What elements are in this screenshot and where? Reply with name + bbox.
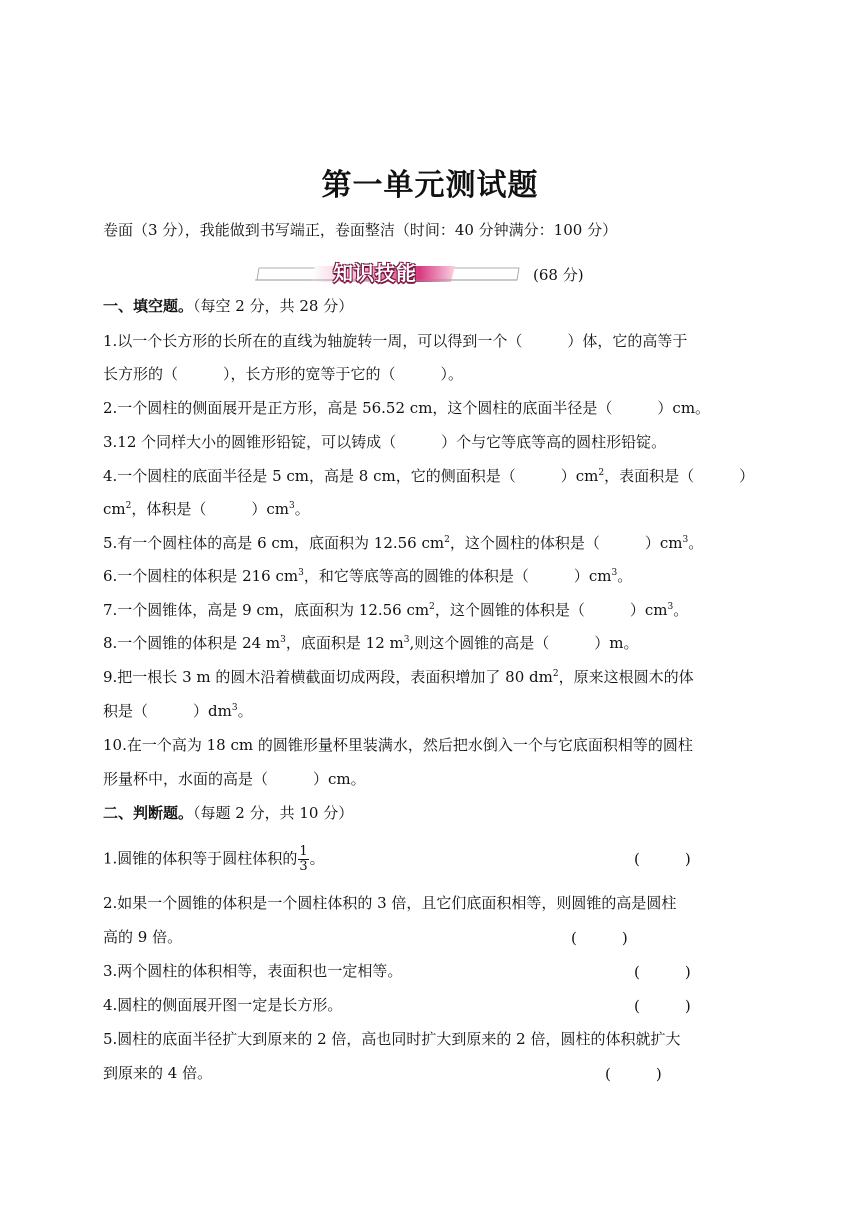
- q5-part3: 。: [688, 534, 704, 552]
- q7-part1: 7.一个圆锥体，高是 9 cm，底面积为 12.56 cm: [103, 601, 430, 619]
- question-4-line2: [103, 499, 763, 519]
- q6-part2: ，和它等底等高的圆锥的体积是（ ）cm: [303, 567, 612, 585]
- q8-part1: 8.一个圆锥的体积是 24 m: [103, 634, 281, 652]
- banner-score: (68 分): [533, 266, 584, 284]
- judge-1-answer[interactable]: ( ): [634, 850, 691, 868]
- q7-part3: 。: [673, 601, 689, 619]
- question-7: [103, 600, 763, 620]
- q9-part3: 积是（ ）dm: [103, 702, 232, 720]
- section1-title: 一、填空题。: [103, 297, 194, 315]
- question-5: [103, 533, 763, 553]
- q6-sup1: 3: [298, 568, 304, 578]
- question-2: 2.一个圆柱的侧面展开是正方形，高是 56.52 cm，这个圆柱的底面半径是（ ）cm。: [103, 399, 711, 417]
- q9-sup2: 3: [231, 703, 238, 713]
- q7-sup1: 2: [429, 602, 435, 612]
- q7-sup2: 3: [667, 602, 674, 612]
- j1-end: 。: [309, 849, 325, 868]
- q4-sup1: 2: [598, 468, 605, 478]
- q8-sup2: 3: [403, 635, 410, 645]
- q8-part3: ,则这个圆锥的高是（ ）m。: [409, 634, 639, 652]
- q9-sup1: 2: [552, 669, 559, 679]
- judge-2-line1: 2.如果一个圆锥的体积是一个圆柱体积的 3 倍，且它们底面积相等，则圆锥的高是圆柱: [103, 894, 677, 912]
- question-1-line1: 1.以一个长方形的长所在的直线为轴旋转一周，可以得到一个（ ）体，它的高等于: [103, 332, 688, 350]
- q6-part1: 6.一个圆柱的体积是 216 cm: [103, 567, 299, 585]
- question-8: [103, 633, 763, 653]
- section2-heading: [103, 803, 763, 823]
- q4-sup2: 2: [125, 501, 132, 511]
- section2-note: （每题 2 分，共 10 分）: [193, 804, 354, 822]
- fraction-numerator: 1: [299, 844, 308, 859]
- judge-5-line2: 到原来的 4 倍。: [103, 1064, 213, 1082]
- q4-part3: cm: [103, 500, 126, 518]
- q5-sup2: 3: [682, 535, 689, 545]
- judge-4: 4.圆柱的侧面展开图一定是长方形。: [103, 996, 343, 1014]
- exam-info: 卷面（3 分），我能做到书写端正，卷面整洁（时间：40 分钟满分：100 分）: [103, 221, 618, 239]
- q5-sup1: 2: [444, 535, 450, 545]
- q6-sup2: 3: [611, 568, 618, 578]
- q5-part1: 5.有一个圆柱体的高是 6 cm，底面积为 12.56 cm: [103, 534, 445, 552]
- q4-part2: ，表面积是（ ）: [604, 467, 755, 485]
- question-10-line1: 10.在一个高为 18 cm 的圆锥形量杯里装满水，然后把水倒入一个与它底面积相等的圆柱: [103, 736, 693, 754]
- section-banner: [255, 256, 521, 286]
- q9-part1: 9.把一根长 3 m 的圆木沿着横截面切成两段，表面积增加了 80 dm: [103, 668, 553, 686]
- question-6: [103, 566, 763, 586]
- judge-3-answer[interactable]: ( ): [634, 963, 691, 981]
- section1-note: （每空 2 分，共 28 分）: [193, 297, 354, 315]
- judge-2-line2: 高的 9 倍。: [103, 928, 183, 946]
- judge-2-answer[interactable]: ( ): [571, 929, 628, 947]
- j1-text: 1.圆锥的体积等于圆柱体积的: [103, 849, 298, 868]
- judge-5-answer[interactable]: ( ): [605, 1065, 662, 1083]
- q9-part4: 。: [237, 702, 253, 720]
- q9-part2: ，原来这根圆木的体: [558, 668, 694, 686]
- q8-part2: ，底面积是 12 m: [285, 634, 404, 652]
- judge-3: 3.两个圆柱的体积相等，表面积也一定相等。: [103, 962, 403, 980]
- question-9-line1: [103, 667, 763, 687]
- judge-4-answer[interactable]: ( ): [634, 997, 691, 1015]
- question-10-line2: 形量杯中，水面的高是（ ）cm。: [103, 770, 366, 788]
- judge-5-line1: 5.圆柱的底面半径扩大到原来的 2 倍，高也同时扩大到原来的 2 倍，圆柱的体积就扩大: [103, 1030, 681, 1048]
- q8-sup1: 3: [280, 635, 286, 645]
- q6-part3: 。: [617, 567, 633, 585]
- question-1-line2: 长方形的（ ），长方形的宽等于它的（ ）。: [103, 365, 464, 383]
- q5-part2: ，这个圆柱的体积是（ ）cm: [449, 534, 683, 552]
- page-title: 第一单元测试题: [321, 168, 539, 203]
- question-4-line1: [103, 466, 763, 486]
- one-third-fraction: [298, 845, 308, 874]
- question-3: 3.12 个同样大小的圆锥形铅锭，可以铸成（ ）个与它等底等高的圆柱形铅锭。: [103, 433, 667, 451]
- q4-part1: 4.一个圆柱的底面半径是 5 cm，高是 8 cm，它的侧面积是（ ）cm: [103, 467, 599, 485]
- q4-part5: 。: [294, 500, 310, 518]
- banner-label: 知识技能: [333, 261, 417, 285]
- q4-part4: ，体积是（ ）cm: [131, 500, 289, 518]
- q7-part2: ，这个圆锥的体积是（ ）cm: [434, 601, 668, 619]
- q4-sup3: 3: [289, 501, 295, 511]
- question-9-line2: [103, 701, 763, 721]
- section1-heading: [103, 296, 763, 316]
- fraction-denominator: 3: [299, 859, 308, 874]
- section2-title: 二、判断题。: [103, 804, 194, 822]
